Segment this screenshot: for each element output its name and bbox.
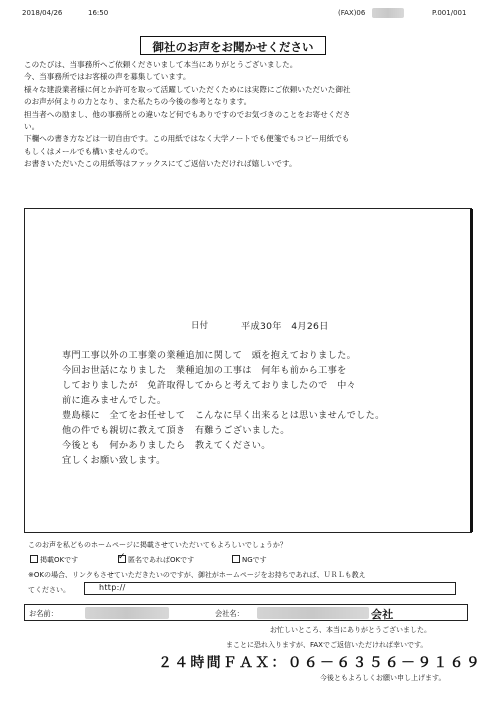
option-ok[interactable] [30, 555, 78, 565]
consent-note-line2: てください。 [28, 586, 70, 594]
consent-note-line1: ※OKの場合、リンクもさせていただきたいのですが、御社がホームページをお持ちであれば、ＵＲＬも教え [28, 571, 366, 579]
name-label: お名前： [29, 609, 58, 618]
option-anonymous-label: 匿名であればOKです [128, 556, 195, 564]
fax-number-line: ２４時間ＦＡＸ：０６－６３５６－９１６９ [158, 655, 482, 671]
fax-time: 16:50 [88, 9, 109, 17]
footer-thanks: お忙しいところ、本当にありがとうございました。 [270, 626, 431, 634]
intro-line: 下欄への書き方などは一切自由です。この用紙ではなく大学ノートでも便箋でもコピー用紙でも [24, 134, 350, 144]
page-title: 御社のお声をお聞かせください [152, 40, 314, 54]
redacted-name[interactable] [85, 607, 169, 619]
date-label: 日付 [191, 321, 209, 331]
checkbox-anonymous[interactable] [118, 555, 126, 563]
intro-line: 担当者への励まし、他の事務所との違いなど何でもありですのでお気づきのことをお寄せくださ [24, 109, 351, 119]
fax-page-number: P.001/001 [432, 9, 467, 17]
company-suffix: 会社 [371, 608, 394, 621]
fax-date: 2018/04/26 [22, 9, 63, 17]
redacted-company[interactable] [257, 607, 369, 619]
intro-line: 様々な建設業者様に何とか許可を取って活躍していただくためには実際にご依頼いただいた御社 [24, 84, 351, 94]
option-ok-label: 掲載OKです [40, 556, 79, 564]
company-label: 会社名： [215, 609, 244, 618]
handwritten-line: 他の件でも親切に教えて頂き 有難うございました。 [62, 425, 290, 436]
option-ng-label: NGです [242, 556, 267, 564]
response-box[interactable] [24, 208, 472, 533]
checkbox-ok[interactable] [30, 555, 38, 563]
intro-line: のお声が何よりの力となり、また私たちの今後の参考となります。 [24, 97, 252, 107]
intro-line: お書きいただいたこの用紙等はファックスにてご返信いただければ嬉しいです。 [24, 159, 297, 169]
handwritten-line: 今後とも 何かありましたら 教えてください。 [62, 440, 271, 451]
handwritten-line: しておりましたが 免許取得してからと考えておりましたので 中々 [62, 380, 357, 391]
consent-question: このお声を私どものホームページに掲載させていただいてもよろしいでしょうか？ [28, 541, 287, 549]
checkbox-ng[interactable] [232, 555, 240, 563]
intro-text [24, 59, 351, 171]
url-value: http:// [99, 583, 126, 592]
handwritten-line: 豊島様に 全てをお任せして こんなに早く出来るとは思いませんでした。 [62, 410, 385, 421]
fax-number-label: (FAX)06 [338, 9, 366, 17]
box-edge [470, 209, 473, 532]
handwritten-line: 今回お世話になりました 業種追加の工事は 何年も前から工事を [62, 365, 347, 376]
date-value: 平成30年 4月26日 [241, 321, 329, 332]
url-field[interactable] [84, 582, 456, 595]
intro-line: このたびは、当事務所へご依頼くださいまして本当にありがとうございました。 [24, 60, 298, 69]
signature-row [24, 604, 468, 621]
option-anonymous[interactable] [118, 555, 194, 565]
handwritten-line: 宜しくお願い致します。 [62, 455, 166, 466]
handwritten-line: 専門工事以外の工事業の業種追加に関して 頭を抱えておりました。 [62, 350, 357, 361]
intro-line: もしくはメールでも構いませんので。 [24, 146, 153, 156]
redacted-fax-number [372, 8, 404, 18]
footer-request: まことに恐れ入りますが、FAXでご返信いただければ幸いです。 [226, 641, 428, 649]
intro-line: 今、当事務所ではお客様の声を募集しています。 [24, 72, 191, 82]
intro-line: い。 [24, 122, 40, 132]
option-ng[interactable] [232, 555, 267, 565]
footer-closing: 今後ともよろしくお願い申し上げます。 [320, 674, 446, 682]
title-box [140, 36, 326, 55]
handwritten-line: 前に進みませんでした。 [62, 395, 167, 406]
